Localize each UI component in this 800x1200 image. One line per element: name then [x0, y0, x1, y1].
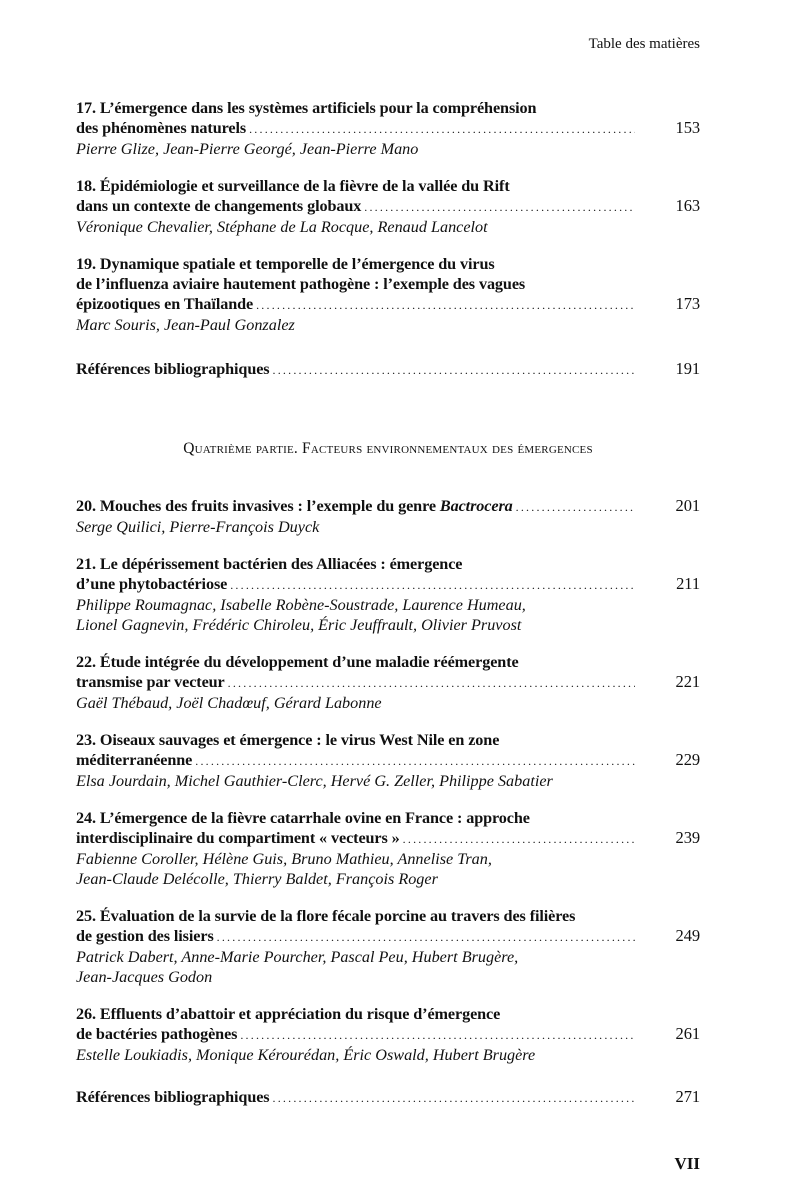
entry-title-text: d’une phytobactériose [76, 575, 228, 593]
entry-title-line: 26. Effluents d’abattoir et appréciation du risque d’émergence [76, 1005, 501, 1023]
toc-entry[interactable] [76, 554, 700, 635]
entry-title-line: 22. Étude intégrée du développement d’une maladie réémergente [76, 653, 519, 671]
references-page: 271 [675, 1087, 700, 1106]
entry-authors: Fabienne Coroller, Hélène Guis, Bruno Mathieu, Annelise Tran, [76, 850, 492, 868]
toc-group-1 [76, 98, 700, 335]
entry-title-line: de l’influenza aviaire hautement pathogène : l’exemple des vagues [76, 275, 526, 293]
entry-authors: Patrick Dabert, Anne-Marie Pourcher, Pascal Peu, Hubert Brugère, [76, 948, 519, 966]
dot-leader [230, 575, 635, 595]
entry-page-number: 261 [675, 1024, 700, 1043]
entry-page-number: 173 [675, 294, 700, 313]
entry-title-line: 24. L’émergence de la fièvre catarrhale ovine en France : approche [76, 809, 530, 827]
entry-title-line: 25. Évaluation de la survie de la flore fécale porcine au travers des filières [76, 907, 576, 925]
entry-page-number: 163 [675, 196, 700, 215]
entry-title-line: 23. Oiseaux sauvages et émergence : le virus West Nile en zone [76, 731, 500, 749]
entry-title-text: 20. Mouches des fruits invasives : l’exemple du genre Bactrocera [76, 497, 513, 515]
dot-leader [516, 497, 635, 517]
entry-authors: Jean-Jacques Godon [76, 968, 213, 986]
entry-page-number: 211 [676, 574, 700, 593]
entry-page-number: 153 [675, 118, 700, 137]
entry-page-number: 229 [675, 750, 700, 769]
entry-authors: Pierre Glize, Jean-Pierre Georgé, Jean-Pierre Mano [76, 140, 419, 158]
entry-title-line: 18. Épidémiologie et surveillance de la fièvre de la vallée du Rift [76, 177, 510, 195]
toc-content [76, 98, 700, 1168]
entry-title-line: 17. L’émergence dans les systèmes artificiels pour la compréhension [76, 99, 537, 117]
entry-title-text: transmise par vecteur [76, 673, 225, 691]
entry-authors: Elsa Jourdain, Michel Gauthier-Clerc, Hervé G. Zeller, Philippe Sabatier [76, 772, 553, 790]
entry-title-last-line [76, 672, 700, 693]
entry-page-number: 201 [675, 496, 700, 515]
dot-leader [195, 751, 635, 771]
entry-title-last-line [76, 196, 700, 217]
toc-entry[interactable] [76, 906, 700, 987]
entry-authors: Lionel Gagnevin, Frédéric Chiroleu, Éric Jeuffrault, Olivier Pruvost [76, 616, 522, 634]
running-head: Table des matières [588, 36, 700, 52]
entry-title-text: des phénomènes naturels [76, 119, 247, 137]
page-folio: VII [674, 1154, 700, 1173]
entry-authors: Jean-Claude Delécolle, Thierry Baldet, François Roger [76, 870, 438, 888]
entry-title-last-line [76, 750, 700, 771]
references-page: 191 [675, 359, 700, 378]
toc-entry[interactable] [76, 98, 700, 159]
toc-entry[interactable] [76, 254, 700, 335]
entry-authors: Marc Souris, Jean-Paul Gonzalez [76, 316, 295, 334]
entry-title-last-line [76, 828, 700, 849]
references-label: Références bibliographiques [76, 360, 270, 378]
entry-title-last-line [76, 926, 700, 947]
references-label: Références bibliographiques [76, 1088, 270, 1106]
entry-title-last-line [76, 294, 700, 315]
part-title: Quatrième partie. Facteurs environnementaux des émergences [183, 440, 593, 457]
entry-title-text: méditerranéenne [76, 751, 193, 769]
toc-entry[interactable] [76, 1004, 700, 1065]
entry-authors: Estelle Loukiadis, Monique Kérourédan, Éric Oswald, Hubert Brugère [76, 1046, 536, 1064]
entry-title-text: interdisciplinaire du compartiment « vecteurs » [76, 829, 400, 847]
entry-title-last-line [76, 574, 700, 595]
entry-title-last-line [76, 496, 700, 517]
entry-title-line: 19. Dynamique spatiale et temporelle de l’émergence du virus [76, 255, 495, 273]
dot-leader [256, 295, 635, 315]
entry-title-text: épizootiques en Thaïlande [76, 295, 254, 313]
dot-leader [217, 927, 635, 947]
entry-authors: Philippe Roumagnac, Isabelle Robène-Soustrade, Laurence Humeau, [76, 596, 526, 614]
entry-authors: Serge Quilici, Pierre-François Duyck [76, 518, 320, 536]
toc-entry[interactable] [76, 808, 700, 889]
dot-leader [364, 197, 635, 217]
entry-page-number: 249 [675, 926, 700, 945]
entry-title-line: 21. Le dépérissement bactérien des Alliacées : émergence [76, 555, 463, 573]
toc-entry[interactable] [76, 730, 700, 791]
entry-page-number: 221 [675, 672, 700, 691]
dot-leader [228, 673, 635, 693]
dot-leader [403, 829, 635, 849]
toc-entry[interactable] [76, 496, 700, 537]
entry-title-text: de bactéries pathogènes [76, 1025, 238, 1043]
toc-entry[interactable] [76, 176, 700, 237]
dot-leader [249, 119, 635, 139]
entry-title-last-line [76, 1024, 700, 1045]
entry-authors: Véronique Chevalier, Stéphane de La Rocque, Renaud Lancelot [76, 218, 488, 236]
toc-group-2 [76, 496, 700, 1065]
dot-leader [273, 360, 635, 380]
dot-leader [240, 1025, 635, 1045]
entry-page-number: 239 [675, 828, 700, 847]
entry-authors: Gaël Thébaud, Joël Chadœuf, Gérard Labonne [76, 694, 382, 712]
entry-title-text: dans un contexte de changements globaux [76, 197, 362, 215]
dot-leader [273, 1088, 635, 1108]
entry-title-last-line [76, 118, 700, 139]
entry-title-text: de gestion des lisiers [76, 927, 214, 945]
references-entry-1[interactable] [76, 359, 700, 380]
references-entry-2[interactable] [76, 1087, 700, 1108]
toc-entry[interactable] [76, 652, 700, 713]
